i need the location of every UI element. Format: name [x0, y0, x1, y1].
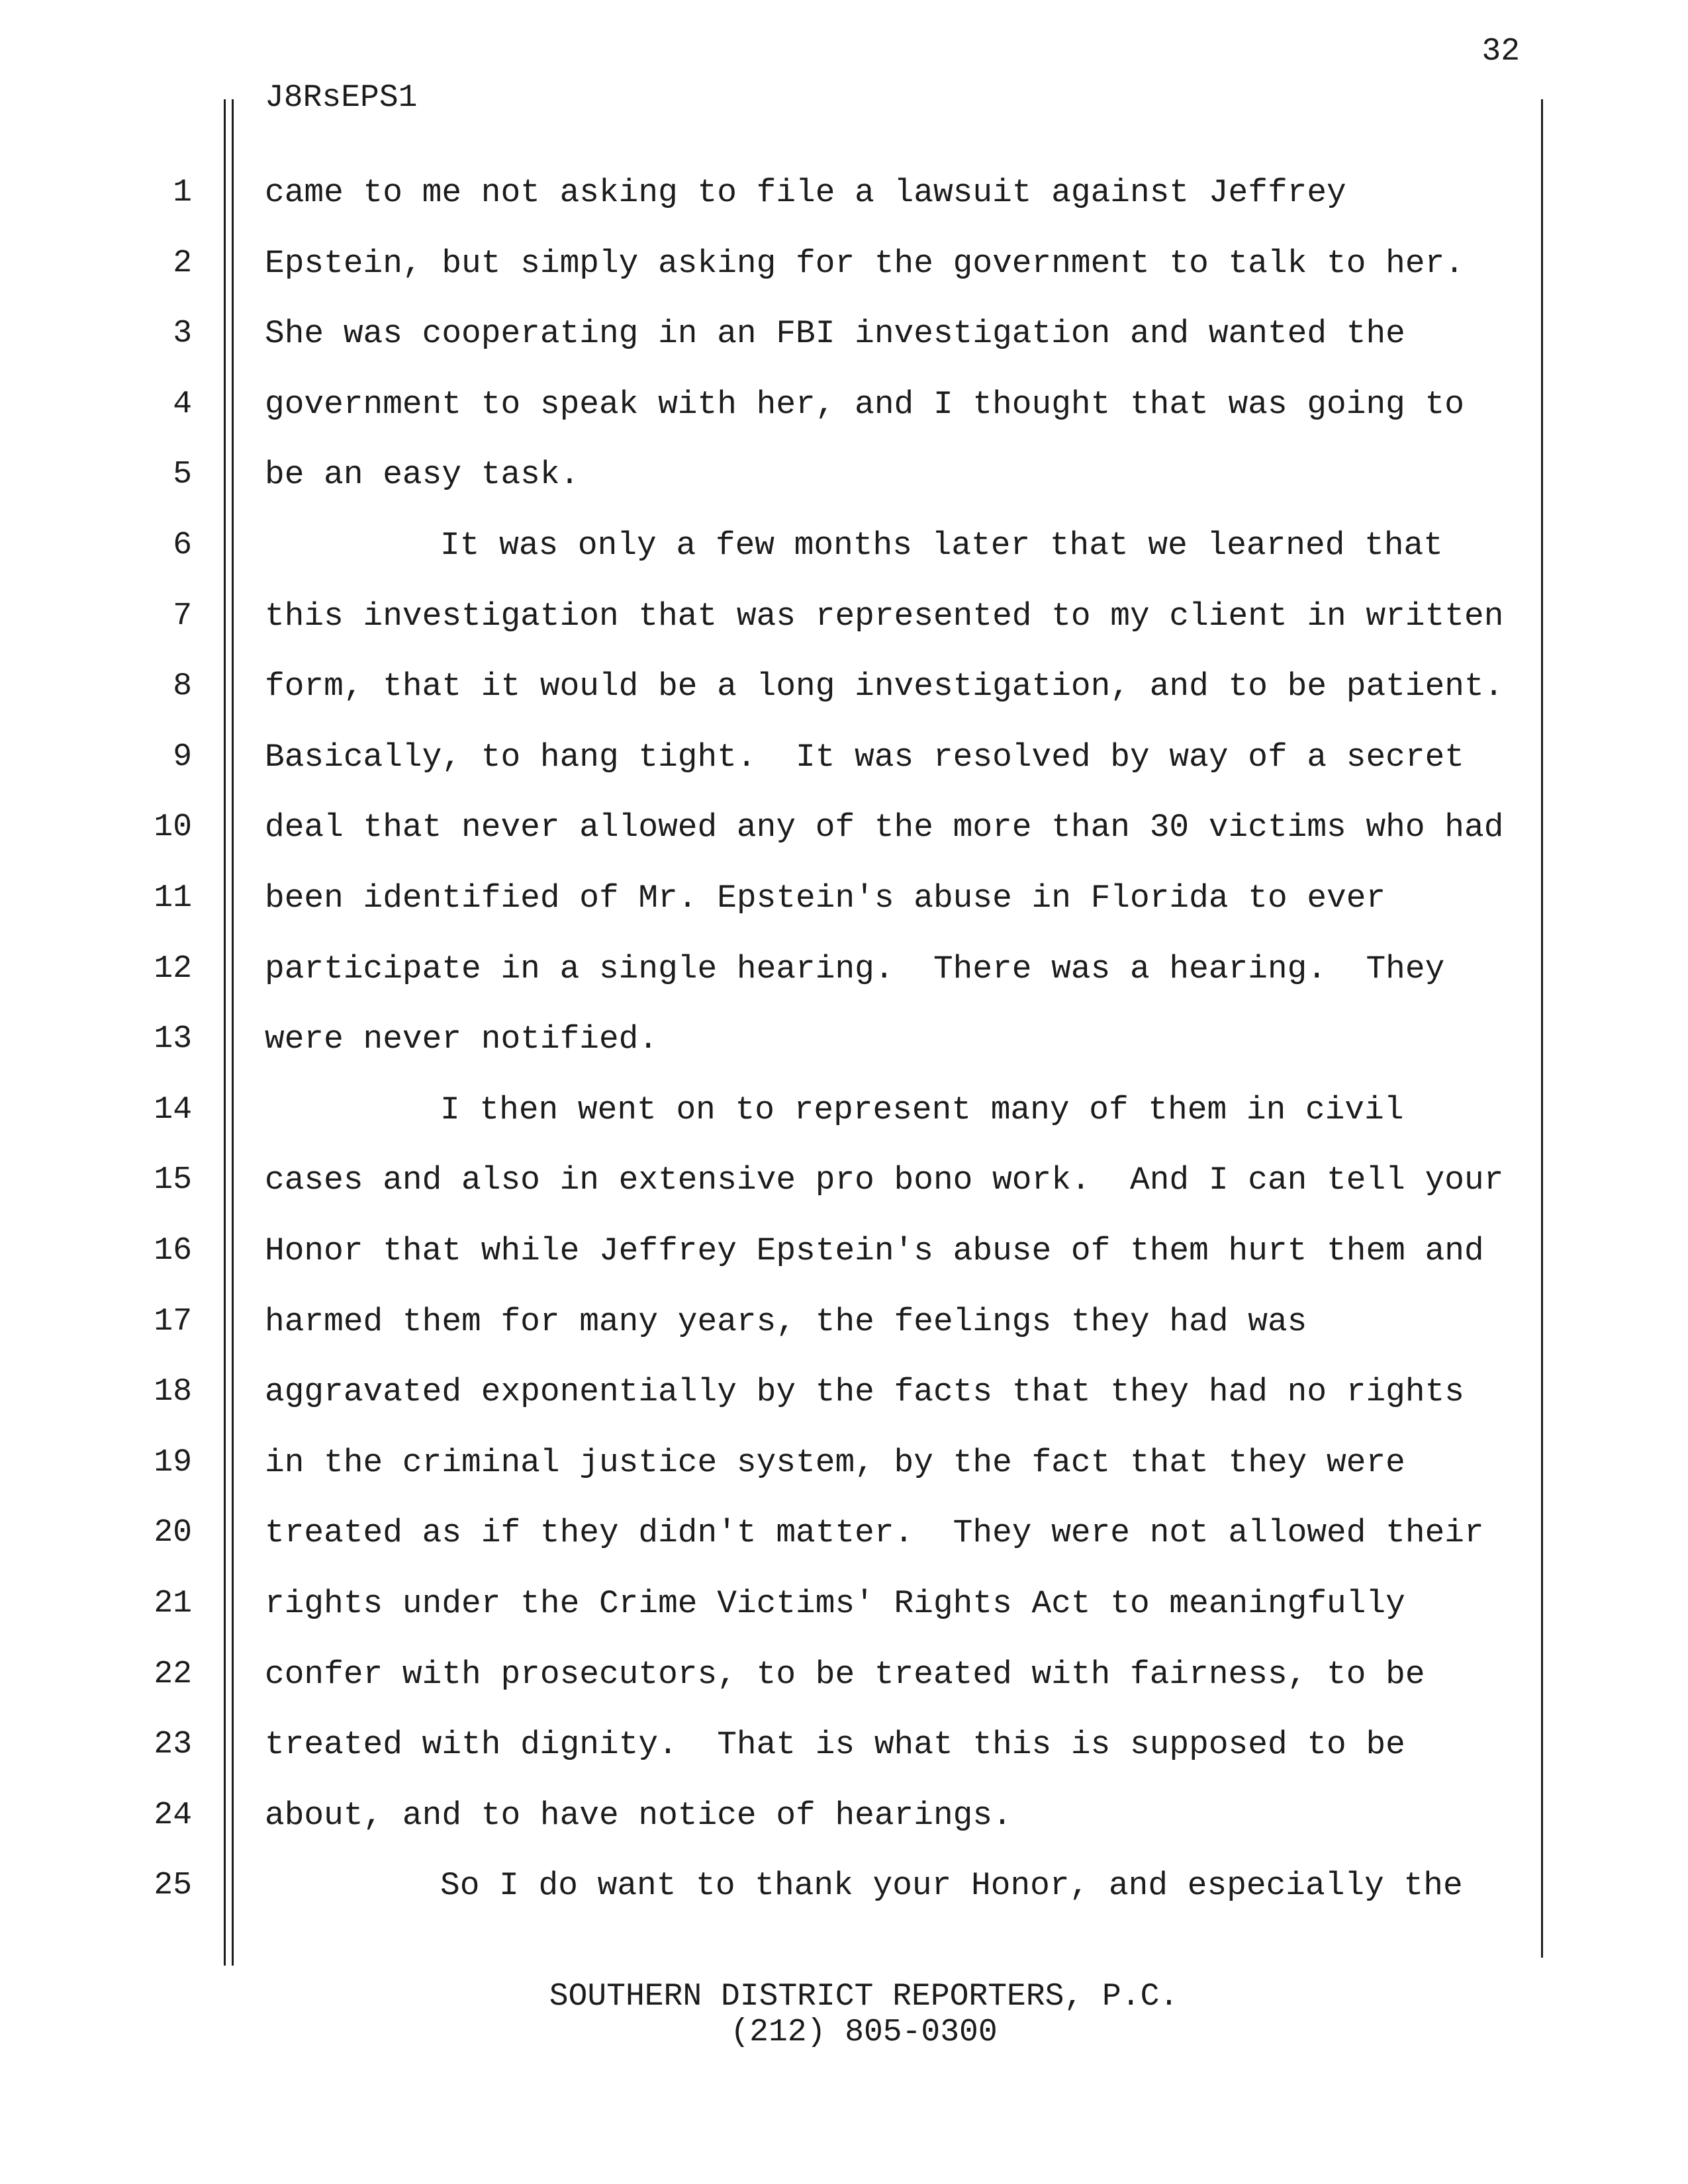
- reporter-phone: (212) 805-0300: [730, 2015, 998, 2050]
- line-text: treated as if they didn't matter. They were not allowed their: [265, 1514, 1484, 1551]
- case-id-header: J8RsEPS1: [265, 80, 418, 116]
- line-text: about, and to have notice of hearings.: [265, 1797, 1012, 1834]
- line-number: 10: [154, 809, 192, 845]
- line-text: came to me not asking to file a lawsuit against Jeffrey: [265, 174, 1346, 211]
- transcript-line: [0, 451, 1688, 498]
- transcript-line: [0, 1156, 1688, 1204]
- line-number: 18: [154, 1374, 192, 1410]
- line-number: 8: [173, 668, 192, 704]
- transcript-line: [0, 240, 1688, 287]
- line-text: Epstein, but simply asking for the government to talk to her.: [265, 245, 1464, 282]
- line-number: 1: [173, 175, 192, 210]
- transcript-line: [0, 381, 1688, 428]
- line-number: 12: [154, 951, 192, 987]
- page-number: 32: [1481, 34, 1520, 69]
- line-number: 20: [154, 1515, 192, 1551]
- line-number: 24: [154, 1797, 192, 1833]
- reporter-firm-name: SOUTHERN DISTRICT REPORTERS, P.C.: [549, 1979, 1179, 2015]
- line-number: 11: [154, 880, 192, 916]
- transcript-line: [0, 1862, 1688, 1909]
- line-number: 9: [173, 739, 192, 775]
- transcript-line: [0, 1298, 1688, 1345]
- transcript-line: [0, 1368, 1688, 1416]
- transcript-line: [0, 1509, 1688, 1557]
- line-number: 23: [154, 1727, 192, 1762]
- line-text: confer with prosecutors, to be treated with fairness, to be: [265, 1656, 1425, 1693]
- line-number: 25: [154, 1868, 192, 1903]
- transcript-line: [0, 1792, 1688, 1839]
- line-number: 4: [173, 387, 192, 422]
- line-text: in the criminal justice system, by the fact that they were: [265, 1444, 1405, 1481]
- transcript-line: [0, 1580, 1688, 1627]
- line-number: 15: [154, 1162, 192, 1198]
- transcript-line: [0, 169, 1688, 216]
- transcript-line: [0, 945, 1688, 993]
- transcript-line: [0, 1015, 1688, 1063]
- transcript-line: [0, 592, 1688, 640]
- line-number: 22: [154, 1657, 192, 1692]
- line-text: She was cooperating in an FBI investigation and wanted the: [265, 315, 1405, 352]
- line-text: It was only a few months later that we learned that: [440, 527, 1443, 564]
- line-number: 16: [154, 1233, 192, 1269]
- line-text: government to speak with her, and I thought that was going to: [265, 386, 1464, 423]
- line-text: participate in a single hearing. There was a hearing. They: [265, 950, 1445, 987]
- line-number: 7: [173, 598, 192, 634]
- line-number: 6: [173, 527, 192, 563]
- transcript-line: [0, 874, 1688, 922]
- line-number: 19: [154, 1445, 192, 1480]
- transcript-line: [0, 1721, 1688, 1768]
- transcript-line: [0, 733, 1688, 781]
- line-text: aggravated exponentially by the facts that they had no rights: [265, 1373, 1464, 1410]
- transcript-line: [0, 662, 1688, 710]
- transcript-line: [0, 310, 1688, 357]
- line-text: deal that never allowed any of the more than 30 victims who had: [265, 809, 1504, 846]
- line-number: 21: [154, 1586, 192, 1621]
- line-text: were never notified.: [265, 1021, 659, 1058]
- line-number: 3: [173, 316, 192, 351]
- line-text: So I do want to thank your Honor, and especially the: [440, 1867, 1463, 1904]
- line-text: Basically, to hang tight. It was resolved by way of a secret: [265, 739, 1464, 776]
- line-text: harmed them for many years, the feelings they had was: [265, 1303, 1307, 1340]
- transcript-line: [0, 522, 1688, 569]
- line-number: 5: [173, 457, 192, 492]
- line-number: 13: [154, 1021, 192, 1057]
- transcript-line: [0, 803, 1688, 851]
- line-text: this investigation that was represented to my client in written: [265, 598, 1504, 635]
- transcript-line: [0, 1227, 1688, 1275]
- line-number: 14: [154, 1092, 192, 1128]
- line-text: been identified of Mr. Epstein's abuse in Florida to ever: [265, 880, 1386, 917]
- line-text: be an easy task.: [265, 456, 580, 493]
- line-text: cases and also in extensive pro bono work. And I can tell your: [265, 1161, 1504, 1199]
- transcript-line: [0, 1086, 1688, 1134]
- line-text: Honor that while Jeffrey Epstein's abuse of them hurt them and: [265, 1232, 1484, 1269]
- transcript-line: [0, 1439, 1688, 1486]
- line-text: treated with dignity. That is what this is supposed to be: [265, 1726, 1405, 1763]
- line-number: 2: [173, 246, 192, 281]
- footer: [0, 1979, 1688, 2050]
- line-number: 17: [154, 1304, 192, 1340]
- line-text: form, that it would be a long investigation, and to be patient.: [265, 668, 1504, 705]
- line-text: I then went on to represent many of them in civil: [440, 1091, 1404, 1128]
- transcript-line: [0, 1651, 1688, 1698]
- line-text: rights under the Crime Victims' Rights Act to meaningfully: [265, 1585, 1405, 1622]
